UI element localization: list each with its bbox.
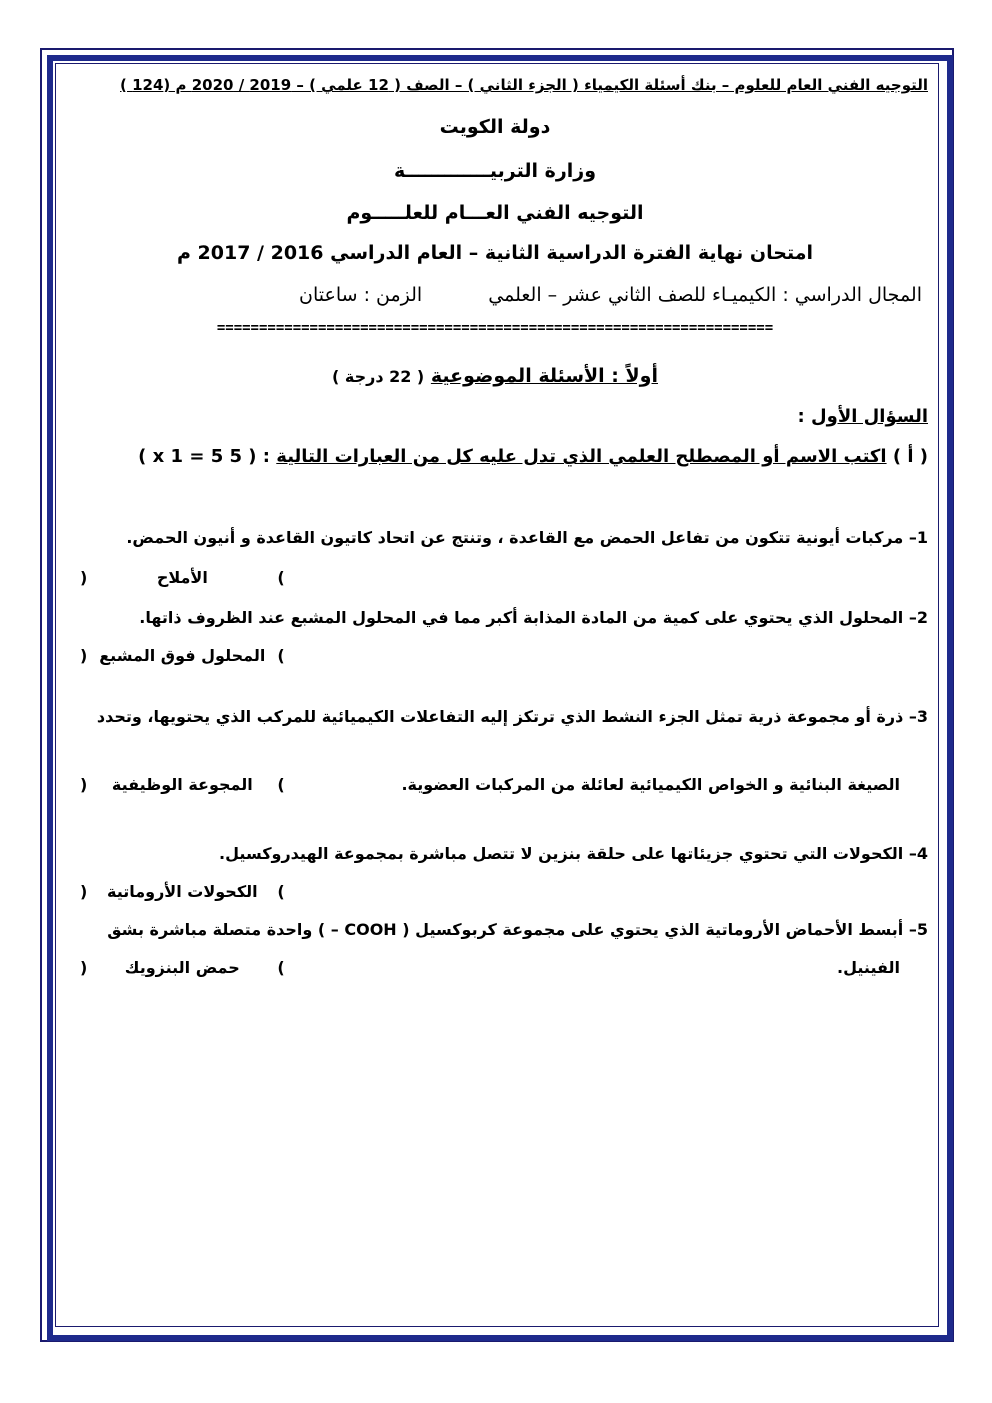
section-title: أولاً : الأسئلة الموضوعية bbox=[430, 365, 658, 387]
item-5-text-cont: الفينيل. bbox=[837, 958, 900, 977]
section-marks: ( 22 درجة ) bbox=[331, 367, 425, 386]
item-4-text: 4– الكحولات التي تحتوي جزيئاتها على حلقة بنزين لا تتصل مباشرة بمجموعة الهيدروكسيل. bbox=[219, 844, 928, 863]
item-4-answer: ) الكحولات الأروماتية ( bbox=[80, 882, 285, 901]
country-title: دولة الكويت bbox=[439, 116, 551, 138]
time-label: الزمن : ساعتان bbox=[299, 284, 423, 306]
item-2-answer: ) المحلول فوق المشبع ( bbox=[80, 646, 285, 665]
question1-colon: : bbox=[797, 406, 805, 427]
part-instruction: اكتب الاسم أو المصطلح العلمي الذي تدل عليه كل من العبارات التالية bbox=[276, 446, 887, 467]
item-1-answer-text: الأملاح bbox=[156, 568, 208, 587]
item-1-answer: ) الأملاح ( bbox=[80, 568, 285, 587]
question1-heading bbox=[62, 406, 928, 427]
item-5-answer: ) حمض البنزويك ( bbox=[80, 958, 285, 977]
item-5-text: 5– أبسط الأحماض الأروماتية الذي يحتوي على مجموعة كربوكسيل ( COOH – ) واحدة متصلة مباشرة بشق bbox=[107, 920, 928, 939]
item-2-answer-text: المحلول فوق المشبع bbox=[99, 646, 266, 665]
subject-line bbox=[62, 284, 928, 306]
question1-title: السؤال الأول bbox=[811, 406, 928, 427]
department-title: التوجيه الفني العـــام للعلـــــوم bbox=[346, 202, 644, 224]
item-3-answer: ) المجوعة الوظيفية ( bbox=[80, 775, 285, 794]
subject-label: المجال الدراسي : الكيميـاء للصف الثاني عشر – العلمي bbox=[488, 284, 922, 306]
item-5-answer-text: حمض البنزويك bbox=[124, 958, 240, 977]
item-3-answer-text: المجوعة الوظيفية bbox=[111, 775, 253, 794]
item-3-text: 3– ذرة أو مجموعة ذرية تمثل الجزء النشط الذي ترتكز إليه التفاعلات الكيميائية للمركب الذي يحتويها، وتحدد bbox=[96, 707, 928, 726]
question1-part-a bbox=[62, 446, 928, 467]
item-4-answer-text: الكحولات الأروماتية bbox=[106, 882, 258, 901]
item-2-text: 2– المحلول الذي يحتوي على كمية من المادة المذابة أكبر مما في المحلول المشبع عند الظروف ذاتها. bbox=[139, 608, 928, 627]
header-line: التوجيه الفني العام للعلوم – بنك أسئلة الكيمياء ( الجزء الثاني ) – الصف ( 12 علمي ) – 2019 / 2020 م (124 ) bbox=[120, 76, 928, 94]
ministry-title: وزارة التربيـــــــــــــة bbox=[393, 160, 597, 182]
exam-page bbox=[62, 70, 928, 1320]
section-heading bbox=[62, 365, 928, 387]
part-label: ( أ ) bbox=[892, 446, 928, 467]
exam-title: امتحان نهاية الفترة الدراسية الثانية – العام الدراسي 2016 / 2017 م bbox=[177, 242, 813, 264]
item-3-text-cont: الصيغة البنائية و الخواص الكيميائية لعائلة من المركبات العضوية. bbox=[401, 775, 900, 794]
separator-line: ================================================================== bbox=[216, 320, 774, 336]
item-1-text: 1– مركبات أيونية تتكون من تفاعل الحمض مع القاعدة ، وتنتج عن اتحاد كاتيون القاعدة و أنيون الحمض. bbox=[126, 528, 928, 547]
part-score: : ( 5 x 1 = 5 ) bbox=[138, 446, 270, 467]
